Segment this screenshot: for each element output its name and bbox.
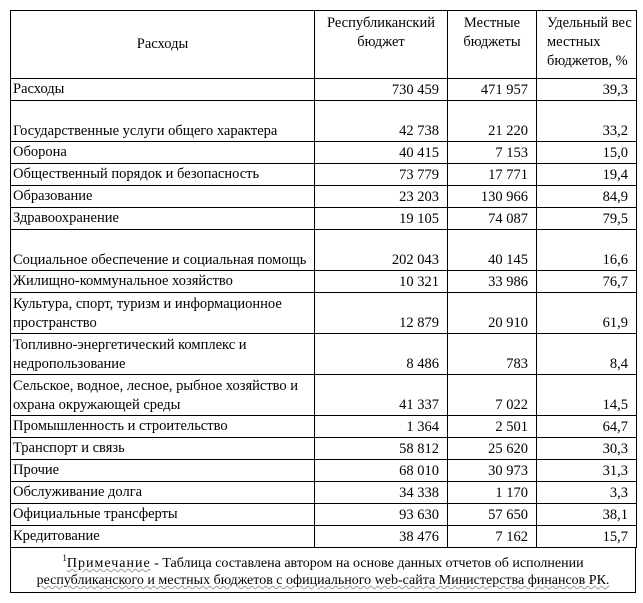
row-name-cell: Оборона <box>11 142 315 164</box>
row-share-cell: 61,9 <box>537 293 637 334</box>
table-row <box>11 482 637 504</box>
row-name-cell: Социальное обеспечение и социальная помощь <box>11 230 315 271</box>
row-republican-cell: 38 476 <box>315 526 448 548</box>
row-republican-cell: 19 105 <box>315 208 448 230</box>
table-header-row <box>11 11 637 79</box>
row-local-cell: 40 145 <box>448 230 537 271</box>
row-name-cell: Прочие <box>11 460 315 482</box>
footnote-label: Примечание <box>66 556 151 571</box>
table-row <box>11 375 637 416</box>
row-share-cell: 38,1 <box>537 504 637 526</box>
header-republican-budget: Республиканский бюджет <box>315 11 448 79</box>
row-local-cell: 130 966 <box>448 186 537 208</box>
row-share-cell: 84,9 <box>537 186 637 208</box>
row-name-cell: Транспорт и связь <box>11 438 315 460</box>
row-local-cell: 1 170 <box>448 482 537 504</box>
table-body <box>11 79 637 548</box>
row-local-cell: 20 910 <box>448 293 537 334</box>
table-row <box>11 79 637 101</box>
row-share-cell: 31,3 <box>537 460 637 482</box>
table-row <box>11 164 637 186</box>
row-share-cell: 64,7 <box>537 416 637 438</box>
row-name-cell: Культура, спорт, туризм и информационное пространство <box>11 293 315 334</box>
row-share-cell: 15,7 <box>537 526 637 548</box>
row-share-cell: 3,3 <box>537 482 637 504</box>
footnote-marker: 1 <box>62 553 67 563</box>
row-local-cell: 33 986 <box>448 271 537 293</box>
row-local-cell: 74 087 <box>448 208 537 230</box>
table-footnote <box>10 548 636 593</box>
footnote-text-1: - Таблица составлена автором на основе данных отчетов об исполнении <box>150 556 584 571</box>
row-local-cell: 2 501 <box>448 416 537 438</box>
row-name-cell: Обслуживание долга <box>11 482 315 504</box>
row-name-cell: Жилищно-коммунальное хозяйство <box>11 271 315 293</box>
row-republican-cell: 58 812 <box>315 438 448 460</box>
header-expenses: Расходы <box>11 11 315 79</box>
row-republican-cell: 42 738 <box>315 101 448 142</box>
row-local-cell: 783 <box>448 334 537 375</box>
row-republican-cell: 10 321 <box>315 271 448 293</box>
row-local-cell: 25 620 <box>448 438 537 460</box>
table-row <box>11 186 637 208</box>
row-name-cell: Расходы <box>11 79 315 101</box>
row-name-cell: Топливно-энергетический комплекс и недропользование <box>11 334 315 375</box>
row-share-cell: 76,7 <box>537 271 637 293</box>
row-name-cell: Сельское, водное, лесное, рыбное хозяйство и охрана окружающей среды <box>11 375 315 416</box>
row-share-cell: 14,5 <box>537 375 637 416</box>
row-local-cell: 7 162 <box>448 526 537 548</box>
row-name-cell: Здравоохранение <box>11 208 315 230</box>
row-share-cell: 79,5 <box>537 208 637 230</box>
row-local-cell: 30 973 <box>448 460 537 482</box>
header-local-budgets: Местные бюджеты <box>448 11 537 79</box>
table-row <box>11 101 637 142</box>
row-name-cell: Официальные трансферты <box>11 504 315 526</box>
table-row <box>11 526 637 548</box>
table-row <box>11 293 637 334</box>
row-local-cell: 21 220 <box>448 101 537 142</box>
row-share-cell: 33,2 <box>537 101 637 142</box>
footnote-text-3: Министерства финансов РК. <box>435 573 610 588</box>
row-republican-cell: 1 364 <box>315 416 448 438</box>
budget-expenditure-table <box>10 10 637 548</box>
table-row <box>11 504 637 526</box>
row-republican-cell: 202 043 <box>315 230 448 271</box>
table-row <box>11 230 637 271</box>
table-row <box>11 271 637 293</box>
row-share-cell: 19,4 <box>537 164 637 186</box>
row-share-cell: 30,3 <box>537 438 637 460</box>
row-republican-cell: 73 779 <box>315 164 448 186</box>
row-republican-cell: 34 338 <box>315 482 448 504</box>
table-row <box>11 334 637 375</box>
row-local-cell: 17 771 <box>448 164 537 186</box>
table-row <box>11 142 637 164</box>
row-republican-cell: 93 630 <box>315 504 448 526</box>
header-local-share: Удельный вес местных бюджетов, % <box>537 11 637 79</box>
row-republican-cell: 8 486 <box>315 334 448 375</box>
row-name-cell: Образование <box>11 186 315 208</box>
table-row <box>11 438 637 460</box>
row-republican-cell: 730 459 <box>315 79 448 101</box>
table-row <box>11 416 637 438</box>
row-local-cell: 7 022 <box>448 375 537 416</box>
row-name-cell: Кредитование <box>11 526 315 548</box>
row-republican-cell: 68 010 <box>315 460 448 482</box>
row-name-cell: Государственные услуги общего характера <box>11 101 315 142</box>
row-local-cell: 7 153 <box>448 142 537 164</box>
row-republican-cell: 12 879 <box>315 293 448 334</box>
table-row <box>11 208 637 230</box>
row-republican-cell: 23 203 <box>315 186 448 208</box>
row-share-cell: 15,0 <box>537 142 637 164</box>
footnote-text-2: республиканского и местных бюджетов с официального web-сайта <box>36 573 436 588</box>
row-local-cell: 57 650 <box>448 504 537 526</box>
row-share-cell: 8,4 <box>537 334 637 375</box>
row-name-cell: Общественный порядок и безопасность <box>11 164 315 186</box>
row-local-cell: 471 957 <box>448 79 537 101</box>
row-share-cell: 39,3 <box>537 79 637 101</box>
row-share-cell: 16,6 <box>537 230 637 271</box>
budget-table-container <box>10 10 636 593</box>
row-name-cell: Промышленность и строительство <box>11 416 315 438</box>
table-row <box>11 460 637 482</box>
row-republican-cell: 40 415 <box>315 142 448 164</box>
row-republican-cell: 41 337 <box>315 375 448 416</box>
